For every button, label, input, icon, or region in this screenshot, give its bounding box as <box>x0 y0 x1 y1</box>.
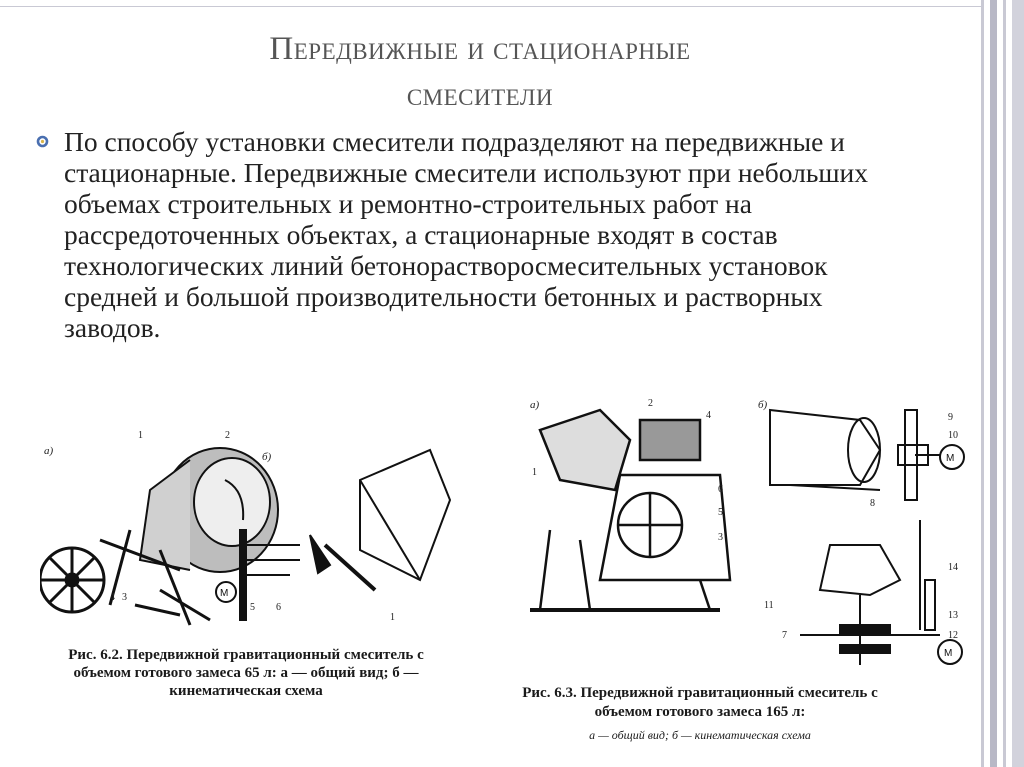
drive-scheme-illustration <box>800 520 940 665</box>
fig1-num-5: 5 <box>250 602 255 613</box>
fig2-num-10: 10 <box>948 430 958 441</box>
fig2-caption-line-1: Рис. 6.3. Передвижной гравитационный смеситель с <box>522 685 878 701</box>
fig1-caption-line-3: кинематическая схема <box>169 683 323 699</box>
fig2-num-14: 14 <box>948 562 958 573</box>
fig2-num-1: 1 <box>532 467 537 478</box>
fig2-caption-line-3: а — общий вид; б — кинематическая схема <box>589 728 811 742</box>
fig1-num-3: 3 <box>122 592 127 603</box>
right-decor-stripe <box>1003 0 1006 767</box>
fig1-num-6: 6 <box>276 602 281 613</box>
figure-6-3-drawing <box>520 380 980 680</box>
fig2-num-11: 11 <box>764 600 774 611</box>
title-line-2: смесители <box>406 77 554 113</box>
right-decor-stripe <box>981 0 984 767</box>
fig1-num-7: 1 <box>390 612 395 623</box>
fig2-motor-label: М <box>946 453 955 464</box>
fig1-num-4: 4 <box>110 592 115 603</box>
fig2-num-5: 5 <box>718 507 723 518</box>
top-border-line <box>0 6 981 7</box>
fig2-num-4: 4 <box>706 410 711 421</box>
fig1-label-b: б) <box>262 451 272 463</box>
fig2-num-3: 3 <box>718 532 723 543</box>
slide-title <box>120 26 840 118</box>
fig1-num-1: 1 <box>138 430 143 441</box>
fig2-num-9: 9 <box>948 412 953 423</box>
fig2-caption-line-2: объемом готового замеса 165 л: <box>594 704 806 720</box>
wheel-illustration <box>40 548 104 612</box>
fig1-motor-label: М <box>220 588 229 599</box>
figure-6-3-caption <box>520 684 880 745</box>
fig2-num-7: 7 <box>782 630 787 641</box>
drum-scheme-illustration <box>770 410 940 500</box>
stationary-mixer-illustration <box>530 410 730 610</box>
fig2-label-a: а) <box>530 399 540 411</box>
right-decor-stripe <box>990 0 997 767</box>
fig2-label-b: б) <box>758 399 768 411</box>
body-paragraph: По способу установки смесители подразделяют на передвижные и стационарные. Передвижные смесители используют при небольших объемах строительных и ремонтно-строительных работ на рассредоточенных объектах, а стационарные входят в состав технологических линий бетонорастворосмесительных установок средней и большой производительности бетонных и растворных заводов. <box>64 126 869 343</box>
figure-6-2-drawing <box>40 420 470 645</box>
fig2-num-13: 13 <box>948 610 958 621</box>
fig2-num-12: 12 <box>948 630 958 641</box>
fig1-num-2: 2 <box>225 430 230 441</box>
right-decor-stripe <box>1012 0 1024 767</box>
fig2-num-8: 8 <box>870 498 875 509</box>
fig2-num-6: 6 <box>718 484 723 495</box>
title-line-1: Передвижные и стационарные <box>269 31 691 67</box>
ring-bullet-icon <box>36 135 49 148</box>
fig2-motor-label-2: М <box>944 648 953 659</box>
fig1-caption-line-2: объемом готового замеса 65 л: а — общий вид; б — <box>73 665 419 681</box>
fig1-label-a: а) <box>44 445 54 457</box>
fig2-num-2: 2 <box>648 398 653 409</box>
fig1-caption-line-1: Рис. 6.2. Передвижной гравитационный смеситель с <box>68 647 424 663</box>
figure-6-2-caption <box>60 646 432 700</box>
